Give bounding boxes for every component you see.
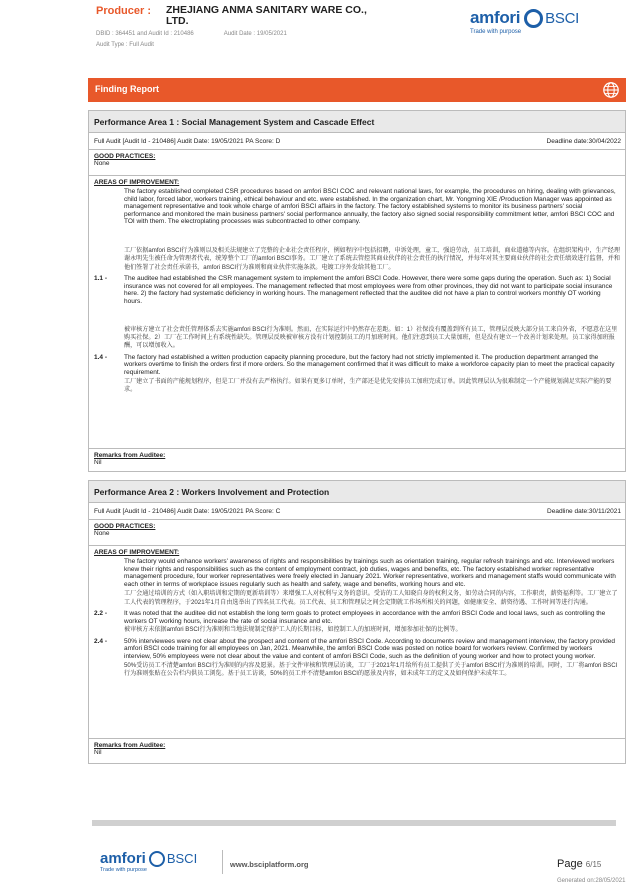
dbid: DBID : 364451 and Audit Id : 210486 bbox=[96, 31, 194, 37]
pa1-good-practices bbox=[89, 150, 625, 176]
footer-website-link[interactable]: www.bsciplatform.org bbox=[230, 860, 309, 869]
aoi-label: AREAS OF IMPROVEMENT: bbox=[94, 179, 180, 186]
logo-text: amfori bbox=[470, 8, 521, 27]
good-practices-label: GOOD PRACTICES: bbox=[94, 153, 156, 160]
finding-cn: 被审核方建立了社会责任管理体系去实施amfori BSCI行为准则。然而，在实际运行中仍然存在差距。如：1）社保没有覆盖到所有员工，管理层反映大部分员工来自外省，不愿意在这里购买社保。2）工厂在工作时间上有系统性缺失。管理层反映被审核方没有计划控制员工的月加班时间。他们注意到员工大量加班，但是没有建立一个改善计划来处理。员工家得加班报酬，可以增加收入。 bbox=[124, 325, 618, 350]
finding-item bbox=[94, 638, 620, 679]
pa1-deadline: Deadline date:30/04/2022 bbox=[546, 138, 621, 145]
good-practices-value: None bbox=[94, 160, 110, 167]
finding-en: It was noted that the auditee did not establish the long term goals to protect employees in accordance with the amfori BSCI Code and local laws, such as controlling the workers OT working hours, increase the rate of social insurance and etc. bbox=[124, 610, 606, 625]
finding-number: 2.4 - bbox=[94, 637, 108, 645]
pa1-remarks bbox=[89, 449, 625, 471]
aoi-intro-en: The factory would enhance workers' awareness of rights and responsibilities by trainings such as orientation training, regular refresh trainings and etc. Interviewed workers knew their rights and responsibilities such as the content of employment contract, job duties, wages and benefits, etc. The factory established worker representative management procedure, four worker representatives were freely elected in January 2021. Worker representative, workers and management staffs would communicate with each other in terms of workplace issues regularly such as health and safety, wage and benefits, working hours and etc. bbox=[124, 558, 616, 588]
producer-name: ZHEJIANG ANMA SANITARY WARE CO., LTD. bbox=[166, 4, 367, 27]
producer-label: Producer : bbox=[96, 5, 152, 17]
pa2-remarks bbox=[89, 739, 625, 763]
pa2-areas-of-improvement bbox=[89, 546, 625, 739]
footer-amfori-logo bbox=[100, 850, 197, 873]
finding-item bbox=[94, 610, 620, 635]
aoi-intro-en: The factory established completed CSR procedures based on amfori BSCI COC and relevant national laws, for example, the procedures on hiring, dealing with grievances, child labor, forced labor, workers training, ethical behaviour and etc. were established. In the organization chart, Mr. Yongming XIE /Production Manager was appointed as management representative and took whole charge of amfori BSCI affairs in the factory. The factory established systems to monitor its business partners' social performance and monitored the main business partners' social performance annually, the factory also signed social responsibility commitment letter, amfori BSCI COC and TOI with them. The electroplating processes was subcontracted to other company. bbox=[124, 188, 616, 226]
generated-on bbox=[557, 878, 625, 884]
aoi-intro-cn: 工厂依据amfori BSCI行为准则以及相关法规建立了完整的企业社会责任程序，例如程序中包括招聘，申诉处理，童工，强迫劳动，员工培训，商业道德等内容。在组织架构中，生产经理谢永明先生被任命为管理者代表，统筹整个工厂的amfori BSCI事务。工厂建立了系统去管控其商业伙伴的社会责任的执行情况，并每年对其主要商业伙伴的社会责任绩效进行监督，并和他们签署了社会责任承诺书，amfori BSCI行为准则和商业伙伴实施条款。电镀工序外发给其他工厂。 bbox=[124, 246, 620, 271]
performance-area-2 bbox=[88, 480, 626, 764]
footer-logo-bsci: BSCI bbox=[166, 851, 198, 866]
audit-type: Audit Type : Full Audit bbox=[96, 42, 154, 48]
footer-logo-ring-icon bbox=[149, 851, 165, 867]
amfori-logo bbox=[470, 8, 579, 35]
pa1-areas-of-improvement bbox=[89, 176, 625, 449]
footer-logo-text: amfori bbox=[100, 850, 146, 867]
pa1-audit-info: Full Audit [Audit Id - 210486] Audit Date: 19/05/2021 PA Score: D bbox=[94, 138, 281, 145]
finding-en: The auditee had established the CSR management system to implement the amfori BSCI Code. However, there were some gaps during the operation. Such as: 1) Social insurance was not covered for all employees. The management reflected that most employees were from other provinces, they did not want to participate social insurance here. 2) the factory had systematic deficiency in working hours. The management reflected that the auditee did not have a plan to control workers monthly OT working hours. bbox=[124, 275, 613, 305]
finding-item bbox=[94, 275, 620, 351]
pa2-good-practices bbox=[89, 520, 625, 546]
pa2-deadline: Deadline date:30/11/2021 bbox=[547, 508, 621, 515]
page-num: 6/15 bbox=[585, 860, 602, 869]
remarks-label: Remarks from Auditee: bbox=[94, 742, 166, 749]
page-number bbox=[557, 858, 601, 870]
good-practices-value: None bbox=[94, 530, 110, 537]
pa2-audit-row bbox=[89, 503, 625, 520]
footer-divider bbox=[222, 850, 223, 874]
footer-logo-tagline: Trade with purpose bbox=[100, 867, 147, 873]
pa2-title: Performance Area 2 : Workers Involvement and Protection bbox=[89, 481, 625, 503]
generated-date: 28/05/2021 bbox=[595, 878, 626, 884]
globe-icon bbox=[602, 81, 620, 99]
finding-number: 1.4 - bbox=[94, 353, 108, 361]
page-header bbox=[0, 0, 640, 60]
finding-number: 2.2 - bbox=[94, 610, 108, 618]
pa1-title: Performance Area 1 : Social Management System and Cascade Effect bbox=[89, 111, 625, 133]
pa2-audit-info: Full Audit [Audit Id - 210486] Audit Date: 19/05/2021 PA Score: C bbox=[94, 508, 281, 515]
pa1-audit-row bbox=[89, 133, 625, 150]
finding-cn: 工厂建立了书面的产能规划程序，但是工厂并没有去严格执行。如果有更多订单时，生产部还是优先安排员工加班完成订单。因此管理层认为很难制定一个产能规划满足实际产能的要求。 bbox=[124, 377, 612, 393]
finding-cn: 被审核方未依据amfori BSCI行为准则和当地法规制定保护工人的长期目标，如控制工人的加班时间，增加参加社保的比例等。 bbox=[124, 626, 462, 634]
generated-label: Generated on: bbox=[557, 878, 596, 884]
remarks-value: Nil bbox=[94, 459, 102, 466]
logo-tagline: Trade with purpose bbox=[470, 29, 522, 35]
finding-report-bar bbox=[88, 78, 626, 102]
aoi-intro-cn: 工厂会通过培训的方式（如入职培训和定期的更新培训等）来增强工人对权利与义务的意识。受访的工人知晓自身的权利义务，如劳动合同的内容，工作职责，薪资福利等。工厂建立了工人代表的管理程序，于2021年1月自由选举出了四名员工代表。员工代表、员工和管理层之间会定期就工作场所相关的问题，如健康安全、薪资待遇、工作时间等进行沟通。 bbox=[124, 590, 618, 606]
footer-divider-bar bbox=[92, 820, 616, 826]
audit-meta bbox=[96, 31, 287, 37]
logo-ring-icon bbox=[524, 9, 543, 28]
remarks-value: Nil bbox=[94, 749, 102, 756]
finding-number: 1.1 - bbox=[94, 275, 108, 283]
remarks-label: Remarks from Auditee: bbox=[94, 452, 166, 459]
page-label: Page bbox=[557, 858, 583, 870]
good-practices-label: GOOD PRACTICES: bbox=[94, 523, 156, 530]
audit-date: Audit Date : 19/05/2021 bbox=[223, 31, 287, 37]
logo-bsci: BSCI bbox=[545, 9, 579, 27]
finding-en: 50% interviewees were not clear about the prospect and content of the amfori BSCI Code. According to documents review and management interview, the factory provided amfori BSCI code training for all employees on Jan, 2021. Meanwhile, the amfori BSCI Code was posted on notice board for workers review. Confirmed by workers interview, 50% employees were not clear about the value and content of amfori BSCI Code, such as the definition of young worker and how to protect young worker. bbox=[124, 637, 616, 660]
finding-report-title: Finding Report bbox=[95, 84, 159, 94]
finding-en: The factory had established a written production capacity planning procedure, but the factory had not strictly implemented it. The production department arranged the workers overtime to finish the orders first if more orders. So the management confirmed that it was difficult to make a workforce capacity plan to meet the practical capacity requirement. bbox=[124, 353, 615, 376]
aoi-label: AREAS OF IMPROVEMENT: bbox=[94, 549, 180, 556]
finding-item bbox=[94, 354, 620, 395]
performance-area-1 bbox=[88, 110, 626, 472]
finding-cn: 50%受访员工不清楚amfori BSCI行为准则的内容及愿景。基于文件审核和管理层访谈，工厂于2021年1月给所有员工提供了关于amfori BSCI行为准则的培训。同时，工厂将amfori BSCI行为准则张贴在公告栏内供员工浏览。基于员工访谈，50%的员工并不清楚amfori BSCI的愿景及内容，如未成年工的定义及如何保护未成年工。 bbox=[124, 661, 618, 677]
